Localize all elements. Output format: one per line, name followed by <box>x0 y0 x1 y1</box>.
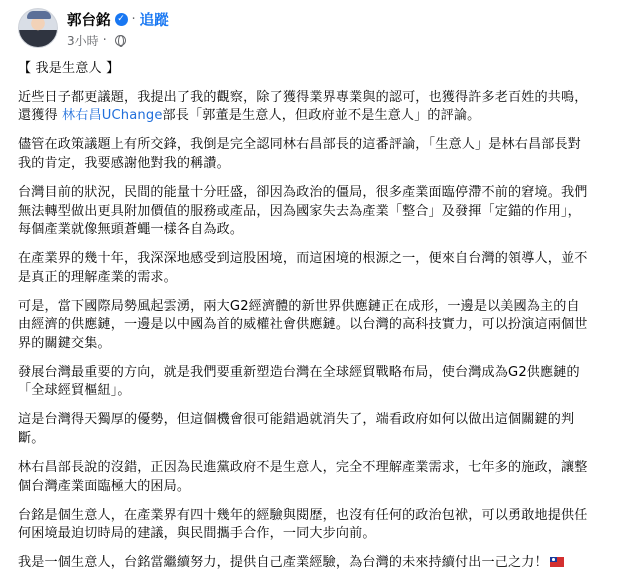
p3-line: 每個產業就像無頭蒼蠅一樣各自為政。 <box>18 222 244 238</box>
paragraph-7 <box>18 411 622 448</box>
p2-line: 儘管在政策議題上有所交鋒，我倒是完全認同林右昌部長的這番評論，「生意人」是林右昌部長對 <box>18 137 581 153</box>
verified-badge-icon: ✓ <box>115 13 128 26</box>
p1-line2-post: 部長「郭董是生意人，但政府並不是生意人」的評論。 <box>162 108 481 124</box>
p5-line: 可是，當下國際局勢風起雲湧，兩大G2經濟體的新世界供應鏈正在成形，一邊是以美國為主的自 <box>18 298 580 314</box>
post-body <box>18 60 622 573</box>
separator-dot: · <box>131 12 136 27</box>
p3-line: 台灣目前的狀況，民間的能量十分旺盛，卻因為政治的僵局，很多產業面臨停滯不前的窘境。我們 <box>18 184 588 200</box>
name-row <box>67 10 169 29</box>
p7-line: 斷。 <box>18 431 45 447</box>
p1-line1: 近些日子都更議題，我提出了我的觀察，除了獲得業界專業與的認可，也獲得許多老百姓的共鳴， <box>18 89 588 105</box>
p7-line: 這是台灣得天獨厚的優勢，但這個機會很可能錯過就消失了，端看政府如何以做出這個關鍵的判 <box>18 412 575 428</box>
taiwan-flag-icon <box>550 557 564 567</box>
paragraph-6 <box>18 364 622 401</box>
p5-line: 由經濟的供應鏈，一邊是以中國為首的威權社會供應鏈。以台灣的高科技實力，可以扮演這兩個世 <box>18 317 588 333</box>
paragraph-2 <box>18 136 622 173</box>
paragraph-4 <box>18 250 622 287</box>
p9-line: 台銘是個生意人，在產業界有四十幾年的經驗與閱歷，也沒有任何的政治包袱，可以勇敢地提供任 <box>18 507 588 523</box>
globe-icon[interactable] <box>115 35 126 46</box>
follow-button[interactable]: 追蹤 <box>139 13 169 29</box>
paragraph-5 <box>18 298 622 354</box>
author-name[interactable]: 郭台銘 <box>67 13 111 29</box>
mention-link[interactable]: 林右昌UChange <box>62 108 163 124</box>
p9-line: 何困境最迫切時局的建議，與民間攜手合作，一同大步向前。 <box>18 526 376 542</box>
p10-line: 我是一個生意人，台銘當繼續努力，提供自己產業經驗，為台灣的未來持續付出一己之力！ <box>18 555 548 571</box>
author-meta <box>67 8 169 49</box>
p3-line: 無法轉型做出更具附加價值的服務或產品，因為國家失去為產業「整合」及發揮「定錨的作用」， <box>18 203 581 219</box>
post-title: 【 我是生意人 】 <box>18 61 120 76</box>
post-header <box>18 8 622 60</box>
p6-line: 「全球經貿樞紐」。 <box>18 383 131 399</box>
paragraph-10 <box>18 554 622 573</box>
p6-line: 發展台灣最重要的方向，就是我們要重新塑造台灣在全球經貿戰略布局，使台灣成為G2供應鏈的 <box>18 364 580 380</box>
p8-line: 個台灣產業面臨極大的困局。 <box>18 478 191 494</box>
paragraph-8 <box>18 459 622 496</box>
p5-line: 界的關鍵交集。 <box>18 335 111 351</box>
p2-line: 我的肯定，我要感謝他對我的稱讚。 <box>18 155 230 171</box>
p1-line2-pre: 還獲得 <box>18 108 63 124</box>
post-timestamp[interactable]: 3小時 <box>67 34 99 48</box>
p4-line: 是真正的理解產業的需求。 <box>18 269 177 285</box>
post-subinfo <box>67 32 169 49</box>
paragraph-9 <box>18 507 622 544</box>
separator-dot-2: · <box>102 33 107 48</box>
p8-line: 林右昌部長說的沒錯，正因為民進黨政府不是生意人，完全不理解產業需求，七年多的施政，讓整 <box>18 460 588 476</box>
author-avatar[interactable] <box>18 8 58 48</box>
p4-line: 在產業界的幾十年，我深深地感受到這股困境，而這困境的根源之一，便來自台灣的領導人，並不 <box>18 251 588 267</box>
paragraph-3 <box>18 184 622 240</box>
paragraph-1 <box>18 89 622 126</box>
